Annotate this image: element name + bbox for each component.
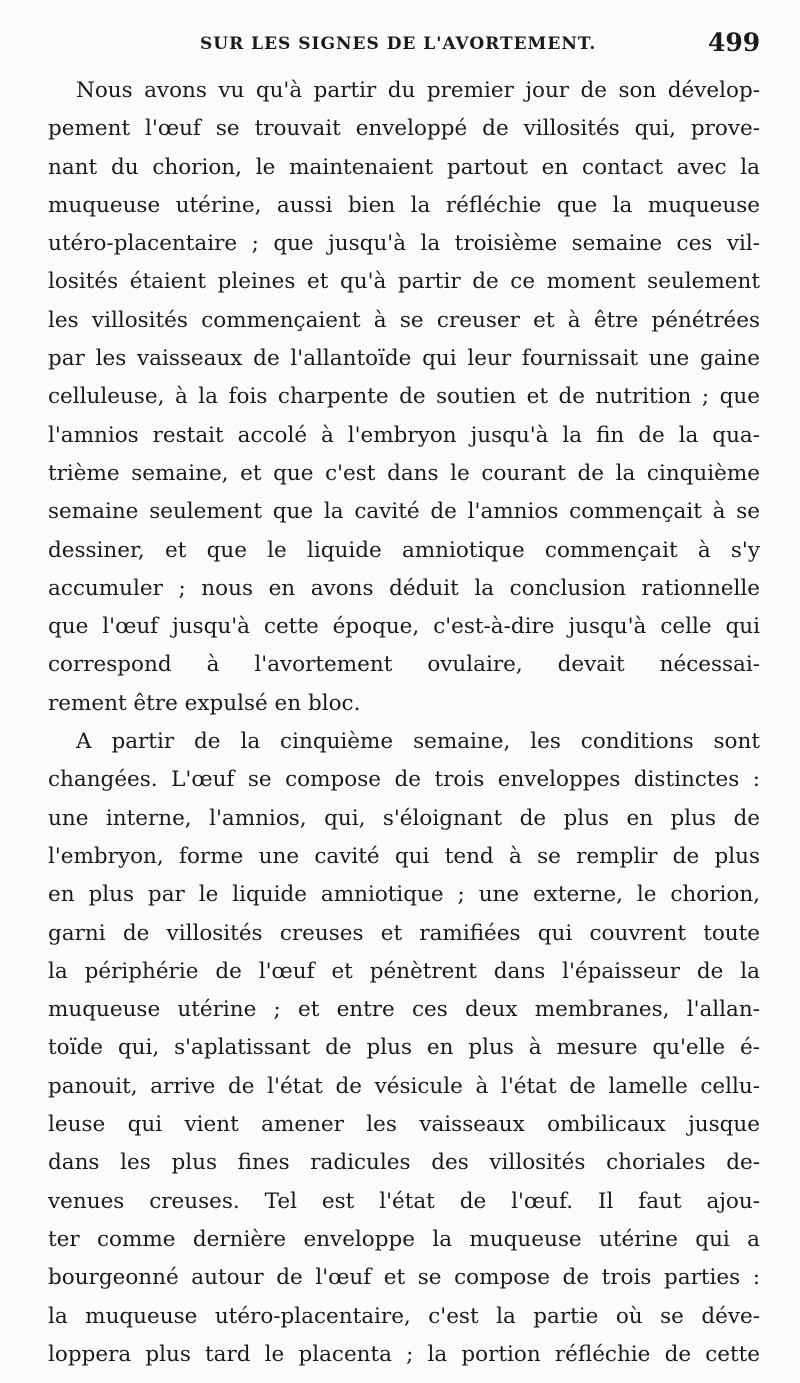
text-line: muqueuse utérine, aussi bien la réfléchie que la muqueuse xyxy=(48,192,760,218)
text-line: dessiner, et que le liquide amniotique commençait à s'y xyxy=(48,537,760,563)
paragraph-1 xyxy=(48,72,760,723)
text-line: la périphérie de l'œuf et pénètrent dans l'épaisseur de la xyxy=(48,958,760,984)
text-line: que l'œuf jusqu'à cette époque, c'est-à-dire jusqu'à celle qui xyxy=(48,614,760,640)
text-line: par les vaisseaux de l'allantoïde qui leur fournissait une gaine xyxy=(48,346,760,372)
text-line: bourgeonné autour de l'œuf et se compose de trois parties : xyxy=(48,1265,760,1291)
text-line: l'embryon, forme une cavité qui tend à se remplir de plus xyxy=(48,843,760,869)
text-line: en plus par le liquide amniotique ; une externe, le chorion, xyxy=(48,882,760,908)
text-line: rement être expulsé en bloc. xyxy=(48,690,361,716)
text-line: toïde qui, s'aplatissant de plus en plus à mesure qu'elle é- xyxy=(48,1035,760,1061)
text-line: A partir de la cinquième semaine, les conditions sont xyxy=(76,729,760,755)
text-line: semaine seulement que la cavité de l'amnios commençait à se xyxy=(48,499,760,525)
text-line: Nous avons vu qu'à partir du premier jour de son dévelop- xyxy=(76,78,760,103)
text-line: panouit, arrive de l'état de vésicule à l'état de lamelle cellu- xyxy=(48,1073,760,1099)
text-line: loppera plus tard le placenta ; la portion réfléchie de cette xyxy=(48,1341,760,1367)
text-line: ter comme dernière enveloppe la muqueuse utérine qui a xyxy=(48,1226,760,1252)
text-line: celluleuse, à la fois charpente de soutien et de nutrition ; que xyxy=(48,384,760,410)
text-line: nant du chorion, le maintenaient partout en contact avec la xyxy=(48,154,760,180)
text-line: trième semaine, et que c'est dans le courant de la cinquième xyxy=(48,460,760,486)
text-line: accumuler ; nous en avons déduit la conclusion rationnelle xyxy=(48,575,760,601)
text-line: losités étaient pleines et qu'à partir de ce moment seulement xyxy=(48,269,760,295)
text-line: une interne, l'amnios, qui, s'éloignant de plus en plus de xyxy=(48,805,760,831)
text-line: correspond à l'avortement ovulaire, devait nécessai- xyxy=(48,652,760,678)
text-line: les villosités commençaient à se creuser et à être pénétrées xyxy=(48,307,760,333)
text-line: utéro-placentaire ; que jusqu'à la troisième semaine ces vil- xyxy=(48,231,760,257)
text-line: dans les plus fines radicules des villosités choriales de- xyxy=(48,1150,760,1176)
text-line: venues creuses. Tel est l'état de l'œuf. Il faut ajou- xyxy=(48,1188,760,1214)
running-title: SUR LES SIGNES DE L'AVORTEMENT. xyxy=(200,34,597,54)
text-line: garni de villosités creuses et ramifiées qui couvrent toute xyxy=(48,920,760,946)
text-line: changées. L'œuf se compose de trois enveloppes distinctes : xyxy=(48,767,760,793)
text-line: muqueuse utérine ; et entre ces deux membranes, l'allan- xyxy=(48,997,760,1023)
text-line: leuse qui vient amener les vaisseaux ombilicaux jusque xyxy=(48,1112,760,1138)
text-line: pement l'œuf se trouvait enveloppé de villosités qui, prove- xyxy=(48,116,760,142)
text-line: la muqueuse utéro-placentaire, c'est la partie où se déve- xyxy=(48,1303,760,1329)
page-number: 499 xyxy=(708,28,761,57)
text-line: l'amnios restait accolé à l'embryon jusqu'à la fin de la qua- xyxy=(48,422,760,448)
running-head xyxy=(0,28,800,68)
paragraph-2 xyxy=(48,723,760,1374)
body-text xyxy=(48,72,760,1374)
